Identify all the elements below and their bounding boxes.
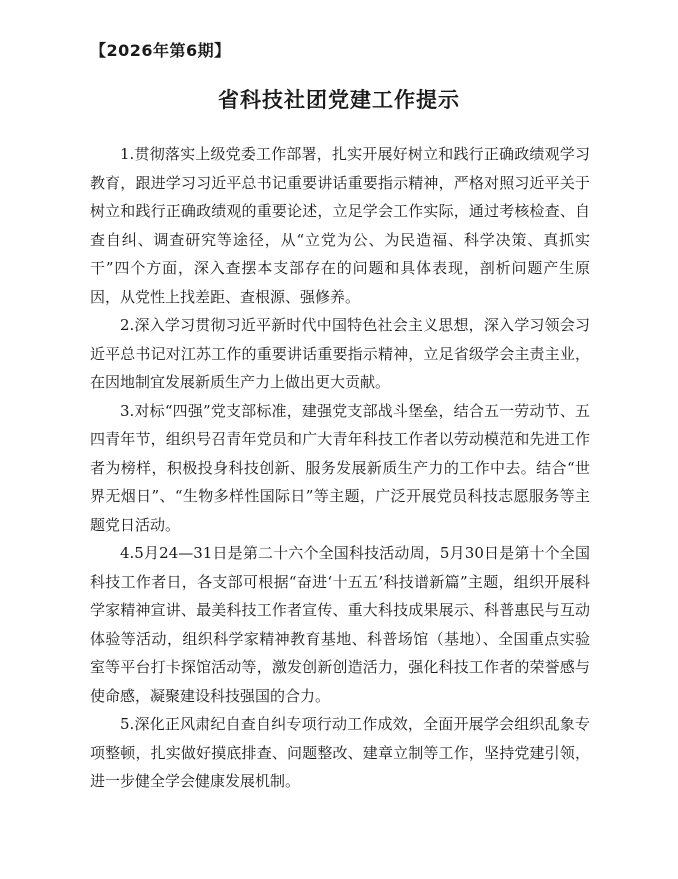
document-title: 省科技社团党建工作提示 — [218, 88, 460, 112]
issue-label: 【2026年第6期】 — [90, 41, 231, 60]
paragraph-5: 5.深化正风肃纪自查自纠专项行动工作成效，全面开展学会组织乱象专项整顿，扎实做好摸底排查、问题整改、建章立制等工作，坚持党建引领，进一步健全学会健康发展机制。 — [90, 715, 590, 790]
paragraph-3: 3.对标“四强”党支部标准，建强党支部战斗堡垒，结合五一劳动节、五四青年节，组织号召青年党员和广大青年科技工作者以劳动模范和先进工作者为榜样，积极投身科技创新、服务发展新质生产力的工作中去。结合“世界无烟日”、“生物多样性国际日”等主题，广泛开展党员科技志愿服务等主题党日活动。 — [90, 401, 590, 534]
paragraph-2: 2.深入学习贯彻习近平新时代中国特色社会主义思想，深入学习领会习近平总书记对江苏工作的重要讲话重要指示精神，立足省级学会主责主业，在因地制宜发展新质生产力上做出更大贡献。 — [90, 316, 590, 391]
paragraph-1: 1.贯彻落实上级党委工作部署，扎实开展好树立和践行正确政绩观学习教育，跟进学习习近平总书记重要讲话重要指示精神，严格对照习近平关于树立和践行正确政绩观的重要论述，立足学会工作实际，通过考核检查、自查自纠、调查研究等途径，从“立党为公、为民造福、科学决策、真抓实干”四个方面，深入查摆本支部存在的问题和具体表现，剖析问题产生原因，从党性上找差距、查根源、强修养。 — [90, 145, 590, 306]
document-body — [90, 140, 590, 796]
paragraph-4: 4.5月24—31日是第二十六个全国科技活动周，5月30日是第十个全国科技工作者日，各支部可根据“奋进‘十五五’科技谱新篇”主题，组织开展科学家精神宣讲、最美科技工作者宣传、重大科技成果展示、科普惠民与互动体验等活动，组织科学家精神教育基地、科普场馆（基地）、全国重点实验室等平台打卡探馆活动等，激发创新创造活力，强化科技工作者的荣誉感与使命感，凝聚建设科技强国的合力。 — [90, 544, 590, 705]
